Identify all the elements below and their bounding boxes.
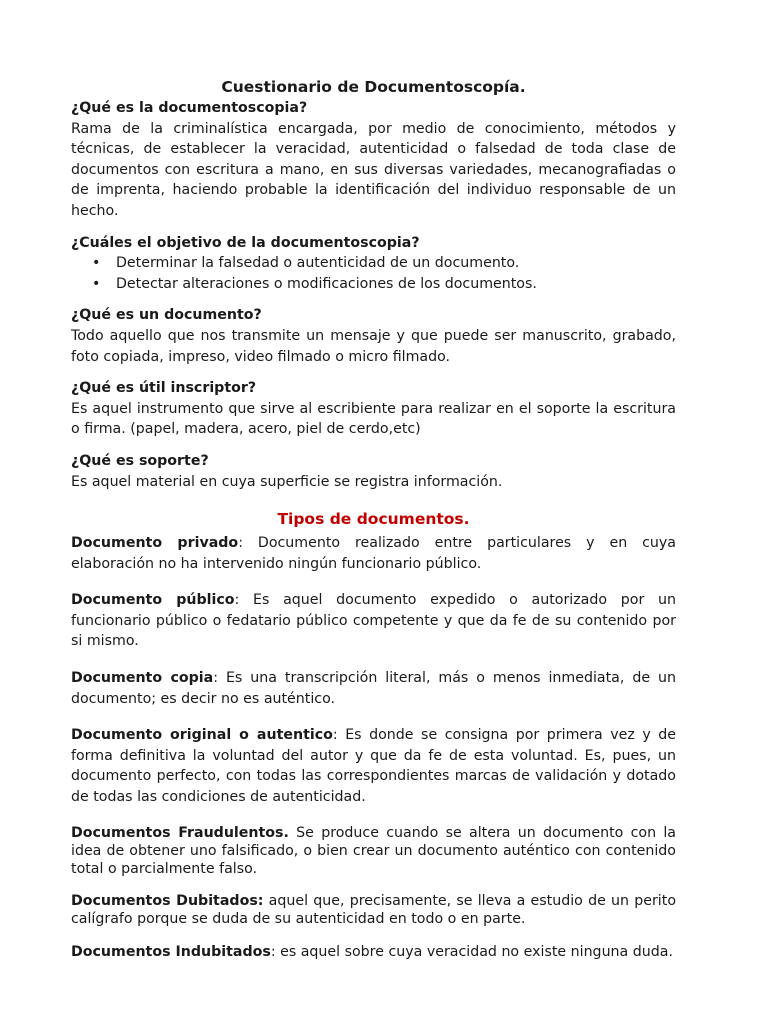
types-section-title: Tipos de documentos. — [277, 510, 470, 529]
qa-block-5 — [71, 451, 676, 492]
type-sep: : — [270, 943, 276, 960]
bullet-icon: • — [92, 255, 101, 272]
type-text: Es donde se consigna por primera vez y de forma definitiva la voluntad del autor y que da fe de esta voluntad. Es, pues, un documento perfecto, con todas las correspondientes marcas de validación y dotado de todas las condiciones de autenticidad. — [71, 727, 676, 806]
type-definition-4 — [71, 725, 676, 807]
question-2: ¿Cuáles el objetivo de la documentoscopia? — [71, 234, 420, 251]
type-text: Se produce cuando se altera un documento con la idea de obtener uno falsificado, o bien crear un documento auténtico con contenido total o parcialmente falso. — [71, 824, 676, 877]
question-5: ¿Qué es soporte? — [71, 452, 209, 469]
type-definition-3 — [71, 668, 676, 709]
qa-block-3 — [71, 305, 676, 367]
question-1: ¿Qué es la documentoscopia? — [71, 100, 308, 116]
question-3: ¿Qué es un documento? — [71, 307, 262, 324]
type-text: Es aquel documento expedido o autorizado por un funcionario público o fedatario público competente y que da fe de su contenido por si mismo. — [71, 592, 676, 650]
type-term: Documentos Fraudulentos. — [71, 824, 289, 841]
type-definition-7 — [71, 942, 676, 963]
type-sep: : — [213, 670, 218, 687]
type-term: Documento original o autentico — [71, 727, 333, 744]
list-item — [92, 274, 676, 295]
type-text: aquel que, precisamente, se lleva a estudio de un perito calígrafo porque se duda de su autenticidad en todo o en parte. — [71, 892, 676, 927]
objective-list — [71, 253, 676, 294]
type-definition-2 — [71, 590, 676, 652]
type-term: Documentos Indubitados — [71, 943, 271, 960]
type-sep: : — [238, 535, 243, 552]
type-text: Documento realizado entre particulares y en cuya elaboración no ha intervenido ningún funcionario público. — [71, 535, 677, 572]
list-item-text: Determinar la falsedad o autenticidad de un documento. — [116, 255, 520, 272]
type-definition-5 — [71, 824, 676, 878]
bullet-icon: • — [92, 275, 101, 292]
qa-block-4 — [71, 378, 676, 440]
answer-4: Es aquel instrumento que sirve al escribiente para realizar en el soporte la escritura o firma. (papel, madera, acero, piel de cerdo,etc) — [71, 400, 676, 438]
answer-5: Es aquel material en cuya superficie se registra información. — [71, 473, 503, 490]
type-sep: : — [234, 592, 240, 609]
document-page — [71, 76, 676, 978]
type-term: Documento copia — [71, 670, 214, 687]
type-text: Es una transcripción literal, más o menos inmediata, de un documento; es decir no es auténtico. — [71, 670, 676, 707]
answer-3: Todo aquello que nos transmite un mensaje y que puede ser manuscrito, grabado, foto copiada, impreso, video filmado o micro filmado. — [71, 327, 676, 365]
list-item — [92, 253, 676, 274]
document-title: Cuestionario de Documentoscopía. — [221, 78, 526, 96]
question-4: ¿Qué es útil inscriptor? — [71, 380, 257, 397]
type-definition-1 — [71, 533, 676, 574]
answer-1: Rama de la criminalística encargada, por medio de conocimiento, métodos y técnicas, de establecer la veracidad, autenticidad o falsedad de toda clase de documentos con escritura a mano, en sus diversas variedades, mecanografiadas o de imprenta, haciendo probable la identificación del individuo responsable de un hecho. — [71, 120, 676, 219]
type-term: Documento público — [71, 592, 235, 609]
type-term: Documento privado — [71, 535, 239, 552]
qa-block-2 — [71, 233, 676, 295]
type-sep: : — [332, 727, 338, 744]
list-item-text: Detectar alteraciones o modificaciones de los documentos. — [116, 275, 537, 292]
qa-block-1 — [71, 98, 676, 222]
type-definition-6 — [71, 892, 676, 928]
type-text: es aquel sobre cuya veracidad no existe ninguna duda. — [275, 943, 673, 960]
type-term: Documentos Dubitados: — [71, 892, 264, 909]
